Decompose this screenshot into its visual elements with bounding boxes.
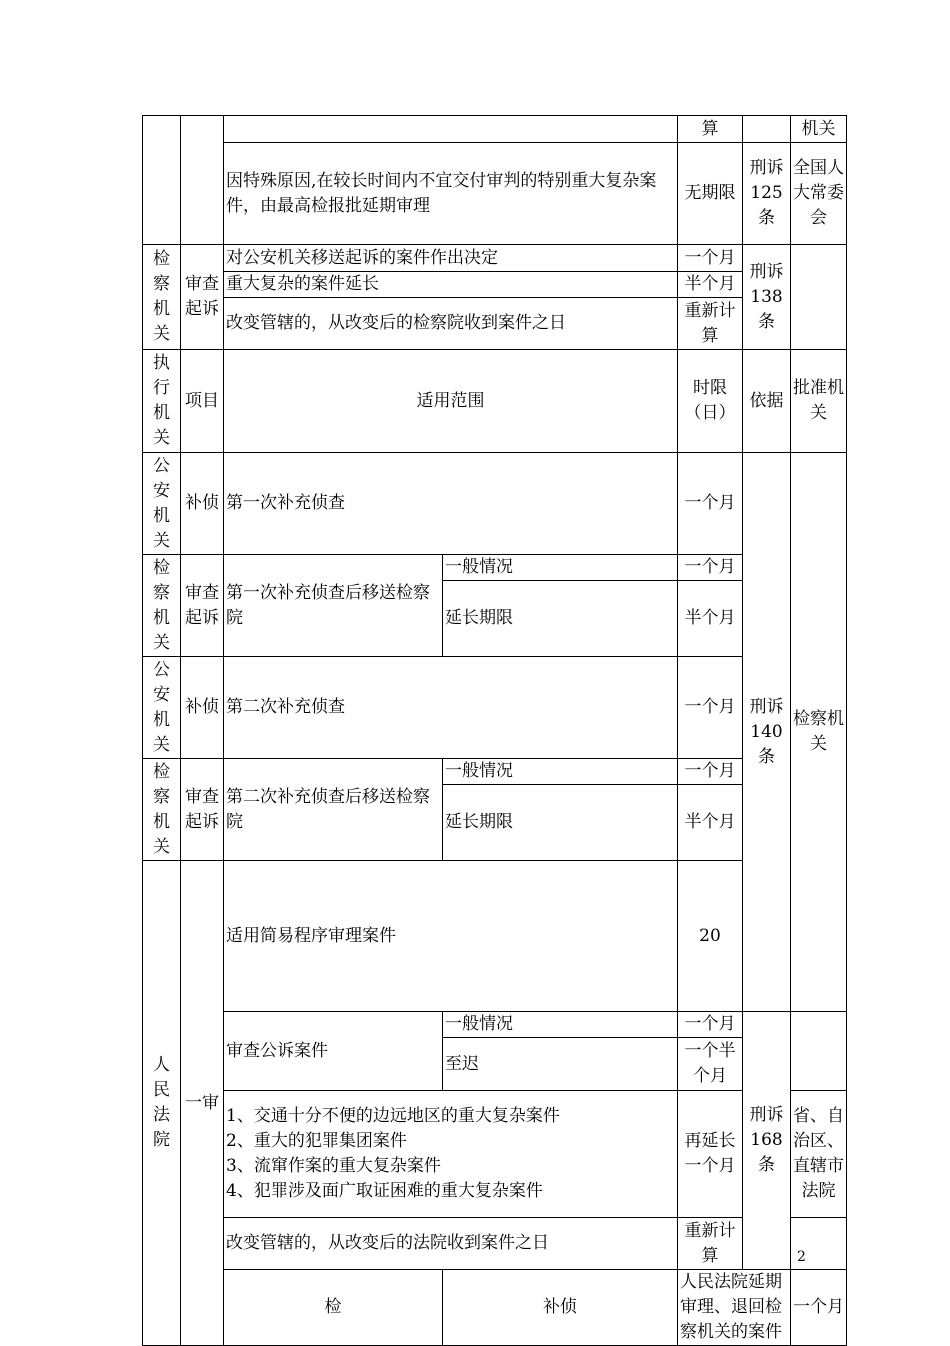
sub-label-cell: 延长期限 xyxy=(443,581,678,657)
time-cell: 一个月 xyxy=(678,1012,743,1038)
time-cell: 一个月 xyxy=(678,245,743,272)
table-row xyxy=(143,453,847,555)
header-authority: 批准机关 xyxy=(791,350,847,453)
authority-cell: 检察机关 xyxy=(791,453,847,1012)
table-row xyxy=(143,861,847,1012)
table-row xyxy=(143,272,847,298)
agency-cell xyxy=(143,116,181,245)
agency-cell: 检察机关 xyxy=(143,759,181,861)
sub-label-cell: 至迟 xyxy=(443,1038,678,1091)
list-item: 4、犯罪涉及面广取证困难的重大复杂案件 xyxy=(226,1181,543,1201)
header-row xyxy=(143,350,847,453)
scope-cell: 审查公诉案件 xyxy=(224,1012,443,1091)
table-row xyxy=(143,1091,847,1218)
document-page xyxy=(142,115,846,1342)
scope-cell: 第一次补充侦查后移送检察院 xyxy=(224,555,443,657)
scope-cell: 适用简易程序审理案件 xyxy=(224,861,678,1012)
item-cell: 审查起诉 xyxy=(181,245,224,350)
scope-cell: 重大复杂的案件延长 xyxy=(224,272,678,298)
time-cell: 重新计算 xyxy=(678,298,743,350)
sub-label-cell: 一般情况 xyxy=(443,1012,678,1038)
scope-cell: 改变管辖的，从改变后的法院收到案件之日 xyxy=(224,1218,678,1270)
scope-cell: 第二次补充侦查后移送检察院 xyxy=(224,759,443,861)
header-agency: 执行机关 xyxy=(143,350,181,453)
page-number: 2 xyxy=(797,1249,806,1265)
item-cell: 审查起诉 xyxy=(181,759,224,861)
sub-label-cell: 一般情况 xyxy=(443,759,678,785)
time-cell: 20 xyxy=(678,861,743,1012)
item-cell: 补侦 xyxy=(181,657,224,759)
agency-cell: 公安机关 xyxy=(143,657,181,759)
item-cell: 审查起诉 xyxy=(181,555,224,657)
agency-cell: 公安机关 xyxy=(143,453,181,555)
time-cell: 半个月 xyxy=(678,272,743,298)
scope-cell: 对公安机关移送起诉的案件作出决定 xyxy=(224,245,678,272)
time-cell: 一个月 xyxy=(678,759,743,785)
header-basis: 依据 xyxy=(743,350,791,453)
time-cell: 一个月 xyxy=(678,657,743,759)
header-time: 时限（日） xyxy=(678,350,743,453)
header-item: 项目 xyxy=(181,350,224,453)
table-row xyxy=(143,1270,847,1346)
time-cell: 一个月 xyxy=(791,1270,847,1346)
list-item: 3、流窜作案的重大复杂案件 xyxy=(226,1156,441,1176)
authority-cell: 全国人大常委会 xyxy=(791,143,847,245)
authority-cell: 省、自治区、直辖市法院 xyxy=(791,1091,847,1218)
authority-cell: 机关 xyxy=(791,116,847,143)
agency-cell: 检察机关 xyxy=(143,245,181,350)
basis-cell: 刑诉168条 xyxy=(743,1012,791,1270)
table-row xyxy=(143,1012,847,1038)
basis-cell: 刑诉125条 xyxy=(743,143,791,245)
time-cell: 算 xyxy=(678,116,743,143)
scope-cell: 人民法院延期审理、退回检察机关的案件 xyxy=(678,1270,791,1346)
table-row xyxy=(143,555,847,581)
time-cell: 一个月 xyxy=(678,453,743,555)
scope-cell xyxy=(224,116,678,143)
list-item: 1、交通十分不便的边远地区的重大复杂案件 xyxy=(226,1106,560,1126)
item-cell: 补侦 xyxy=(181,453,224,555)
agency-cell: 检察机关 xyxy=(143,555,181,657)
time-cell: 重新计算 xyxy=(678,1218,743,1270)
item-cell: 一审 xyxy=(181,861,224,1346)
scope-cell: 因特殊原因,在较长时间内不宜交付审判的特别重大复杂案件，由最高检报批延期审理 xyxy=(224,143,678,245)
list-item: 2、重大的犯罪集团案件 xyxy=(226,1131,407,1151)
basis-cell: 刑诉140条 xyxy=(743,453,791,1012)
header-scope: 适用范围 xyxy=(224,350,678,453)
time-cell: 一个半个月 xyxy=(678,1038,743,1091)
time-cell: 再延长一个月 xyxy=(678,1091,743,1218)
basis-cell: 刑诉138条 xyxy=(743,245,791,350)
table-row xyxy=(143,143,847,245)
scope-cell: 改变管辖的，从改变后的检察院收到案件之日 xyxy=(224,298,678,350)
agency-cell: 人民法院 xyxy=(143,861,181,1346)
item-cell: 补侦 xyxy=(443,1270,678,1346)
sub-label-cell: 一般情况 xyxy=(443,555,678,581)
agency-cell: 检 xyxy=(224,1270,443,1346)
item-cell xyxy=(181,116,224,245)
table-row xyxy=(143,1218,847,1270)
table-row xyxy=(143,116,847,143)
time-cell: 一个月 xyxy=(678,555,743,581)
table-row xyxy=(143,759,847,785)
basis-cell xyxy=(743,116,791,143)
table-row xyxy=(143,245,847,272)
table-row xyxy=(143,298,847,350)
time-cell: 半个月 xyxy=(678,581,743,657)
time-cell: 无期限 xyxy=(678,143,743,245)
time-limit-table xyxy=(142,115,847,1346)
time-cell: 半个月 xyxy=(678,785,743,861)
table-row xyxy=(143,657,847,759)
sub-label-cell: 延长期限 xyxy=(443,785,678,861)
authority-cell xyxy=(791,245,847,350)
scope-cell xyxy=(224,1091,678,1218)
scope-cell: 第二次补充侦查 xyxy=(224,657,678,759)
scope-cell: 第一次补充侦查 xyxy=(224,453,678,555)
